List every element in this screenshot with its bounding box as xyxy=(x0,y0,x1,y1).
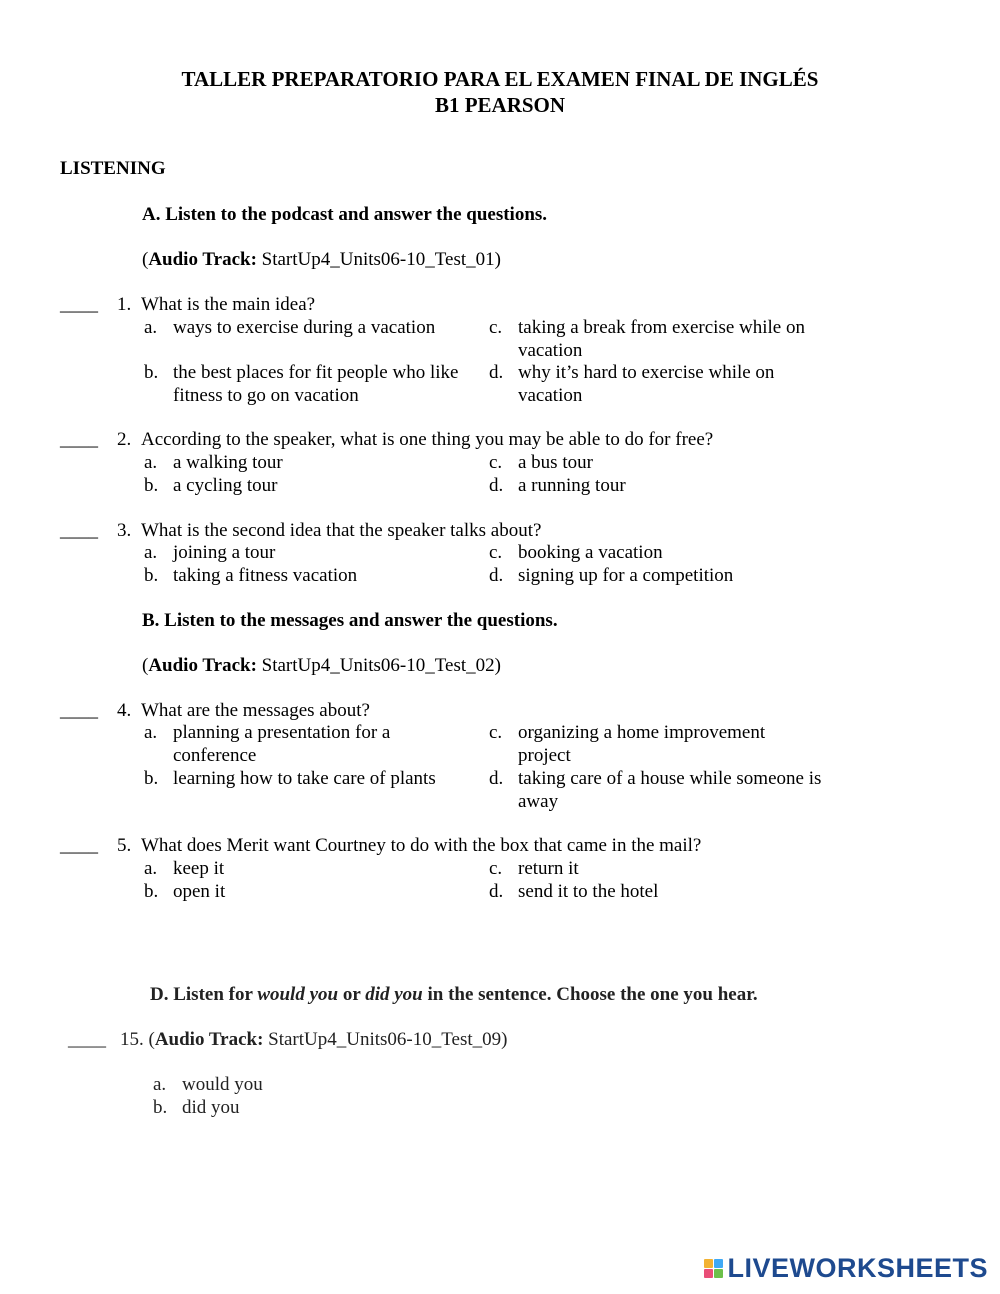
question-1-number: 1. xyxy=(117,294,132,315)
answer-blank-q15[interactable]: ____ xyxy=(68,1029,106,1050)
answer-blank-q4[interactable]: ____ xyxy=(60,700,98,721)
answer-blank-q1[interactable]: ____ xyxy=(60,294,98,315)
question-5-text: What does Merit want Courtney to do with the box that came in the mail? xyxy=(141,835,702,856)
liveworksheets-logo-text: LIVEWORKSHEETS xyxy=(727,1253,988,1283)
part-a-audio-track: (Audio Track: StartUp4_Units06-10_Test_01) xyxy=(142,249,501,270)
part-b-audio-track: (Audio Track: StartUp4_Units06-10_Test_02) xyxy=(142,655,501,676)
question-2-number: 2. xyxy=(117,429,132,450)
part-a-instruction: A. Listen to the podcast and answer the questions. xyxy=(142,204,548,225)
page-title-line2: B1 PEARSON xyxy=(434,93,566,117)
answer-blank-q2[interactable]: ____ xyxy=(60,429,98,450)
page-title-line1: TALLER PREPARATORIO PARA EL EXAMEN FINAL DE INGLÉS xyxy=(181,67,819,91)
liveworksheets-logo-icon xyxy=(704,1259,723,1278)
question-3-number: 3. xyxy=(117,520,132,541)
answer-blank-q5[interactable]: ____ xyxy=(60,835,98,856)
part-d-instruction: D. Listen for would you or did you in the sentence. Choose the one you hear. xyxy=(150,984,758,1005)
question-4-text: What are the messages about? xyxy=(141,700,370,721)
part-b-instruction: B. Listen to the messages and answer the questions. xyxy=(142,610,558,631)
answer-blank-q3[interactable]: ____ xyxy=(60,520,98,541)
question-2-text: According to the speaker, what is one thing you may be able to do for free? xyxy=(141,429,714,450)
question-15: 15. (Audio Track: StartUp4_Units06-10_Test_09) xyxy=(120,1029,508,1050)
liveworksheets-logo xyxy=(704,1253,988,1284)
question-3-text: What is the second idea that the speaker talks about? xyxy=(141,520,542,541)
section-heading-listening: LISTENING xyxy=(60,158,166,179)
question-4-number: 4. xyxy=(117,700,132,721)
question-1-text: What is the main idea? xyxy=(141,294,316,315)
question-5-number: 5. xyxy=(117,835,132,856)
